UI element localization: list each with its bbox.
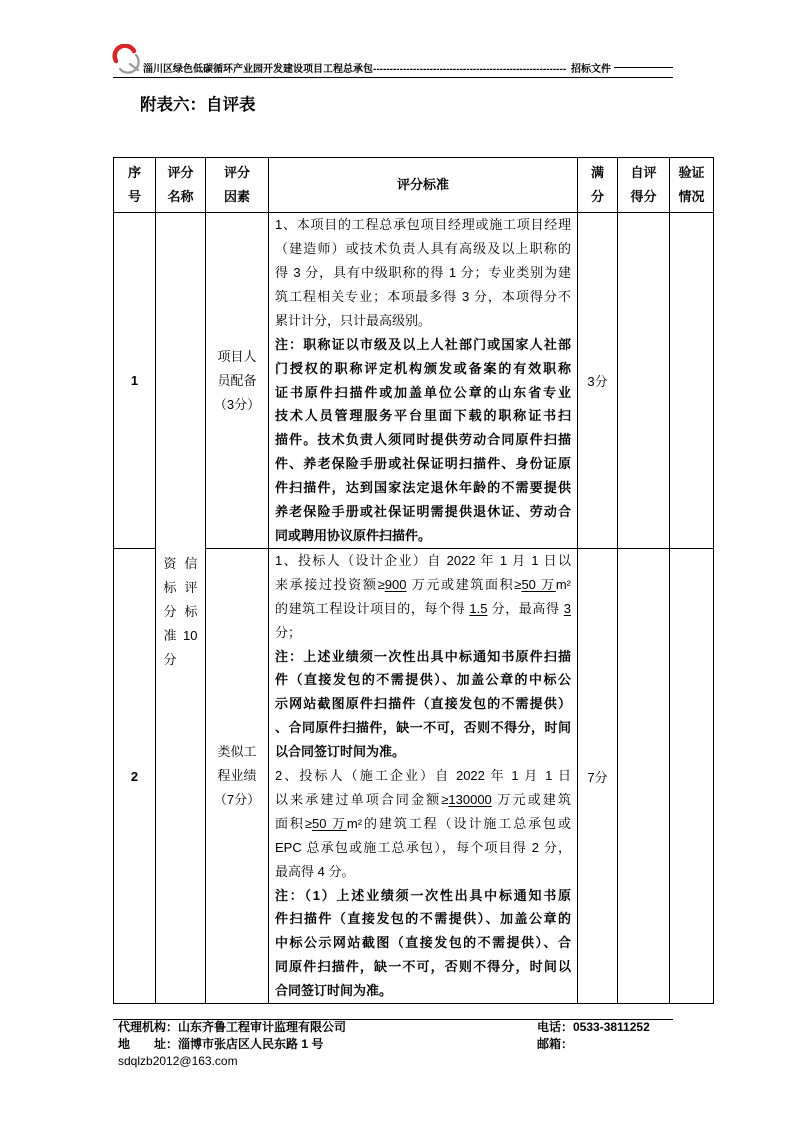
criteria-note-line: 证书原件扫描件或加盖单位公章的山东省专业 [275, 384, 571, 400]
category-name-line: 分标 [163, 604, 198, 619]
verification [670, 549, 714, 1004]
criteria-note-line: 件扫描件（直接发包的不需提供）、加盖公章的 [275, 911, 571, 927]
criteria-line [275, 788, 571, 812]
company-logo-icon [111, 44, 141, 74]
self-evaluation-table [113, 157, 714, 1004]
header-criteria: 评分标准 [269, 158, 578, 213]
criteria-line: （建造师）或技术负责人具有高级及以上职称的 [275, 241, 571, 257]
criteria-line: 得 3 分，具有中级职称的得 1 分；专业类别为建 [275, 265, 571, 281]
criteria-note-line: 示网站截图原件扫描件（直接发包的不需提供） [275, 696, 571, 712]
criteria-text: 的建筑工程设计项目的，每个得 [275, 600, 470, 616]
criteria-note-line: 同原件扫描件，缺一不可，否则不得分，时间以 [275, 959, 571, 975]
criteria-text: 分，最高得 [487, 600, 564, 616]
header-verification [670, 158, 714, 213]
underlined-value: 1.5 [469, 600, 488, 616]
underlined-value: 3 [563, 600, 571, 616]
running-header [143, 63, 611, 77]
table-row [114, 213, 714, 549]
criteria-text: 万元或建筑面积≥ [406, 576, 522, 592]
header-dash-leader: ---------------------------------------------------------- [373, 64, 567, 75]
criteria-note-line: 养老保险手册或社保证明需提供退休证、劳动合 [275, 503, 571, 519]
factor-line: （7分） [213, 792, 261, 807]
header-line: 满 [590, 165, 604, 180]
criteria-line: 1、本项目的工程总承包项目经理或施工项目经理 [275, 217, 571, 233]
category-name [164, 544, 198, 672]
header-no [114, 158, 156, 213]
criteria-note-line: 合同签订时间为准。 [275, 983, 393, 999]
category-name-line: 分 [163, 652, 177, 667]
scoring-factor [206, 549, 269, 1004]
self-score [618, 549, 670, 1004]
underlined-value: 50 万 [311, 815, 347, 831]
footer-address: 地 址：淄博市张店区人民东路 1 号 [118, 1037, 324, 1051]
criteria-note-line: 、合同原件扫描件，缺一不可，否则不得分，时间 [275, 720, 571, 736]
criteria-line: 1、投标人（设计企业）自 2022 年 1 月 1 日以 [275, 553, 571, 569]
criteria-text: m² [555, 576, 571, 592]
criteria-line [275, 573, 571, 597]
footer-email-label: 邮箱： [537, 1037, 574, 1051]
header-tail-rule [614, 67, 673, 68]
page-title: 附表六：自评表 [140, 96, 256, 114]
header-full-score [578, 158, 618, 213]
criteria-line [275, 812, 571, 836]
factor-line: 项目人 [217, 348, 257, 364]
factor-line: （3分） [213, 396, 261, 412]
header-self-score [618, 158, 670, 213]
header-line: 分 [590, 189, 604, 204]
criteria-line: 最高得 4 分。 [275, 863, 355, 879]
header-project-name: 淄川区绿色低碳循环产业园开发建设项目工程总承包 [143, 64, 373, 75]
criteria-note-line: 注：（1）上述业绩须一次性出具中标通知书原 [275, 887, 571, 903]
header-line: 评分 [223, 165, 250, 180]
criteria-text: 面积≥ [275, 815, 312, 831]
scoring-criteria [269, 549, 578, 1004]
header-line: 得分 [630, 189, 657, 204]
criteria-line: 累计计分，只计最高级别。 [275, 312, 432, 328]
criteria-text: 万元或建筑 [491, 791, 571, 807]
underlined-value: 900 [384, 576, 407, 592]
row-number: 2 [114, 549, 156, 1004]
header-line: 因素 [223, 189, 250, 204]
criteria-note-line: 件扫描件，达到国家法定退休年龄的不需要提供 [275, 480, 571, 496]
verification [670, 213, 714, 549]
factor-line: 类似工 [217, 744, 257, 759]
full-score: 3分 [578, 213, 618, 549]
criteria-note-line: 描件。技术负责人须同时提供劳动合同原件扫描 [275, 432, 571, 448]
category-name-cell [156, 213, 206, 1004]
header-doc-type: 招标文件 [571, 64, 611, 75]
header-name [156, 158, 206, 213]
category-name-line: 准10 [163, 628, 198, 643]
header-line: 情况 [678, 189, 705, 204]
header-factor [206, 158, 269, 213]
criteria-line: 分； [275, 624, 302, 640]
full-score: 7分 [578, 549, 618, 1004]
criteria-note-line: 注：上述业绩须一次性出具中标通知书原件扫描 [275, 648, 571, 664]
criteria-note-line: 件（直接发包的不需提供）、加盖公章的中标公 [275, 672, 571, 688]
criteria-note-line: 以合同签订时间为准。 [275, 744, 406, 760]
footer-phone: 电话：0533-3811252 [537, 1020, 650, 1034]
category-name-line: 标评 [163, 580, 198, 595]
factor-line: 程业绩 [217, 768, 257, 783]
criteria-note-line: 同或聘用协议原件扫描件。 [275, 527, 432, 543]
criteria-note-line: 件、养老保险手册或社保证明扫描件、身份证原 [275, 456, 571, 472]
factor-line: 员配备 [217, 372, 257, 388]
criteria-line: EPC 总承包或施工总承包），每个项目得 2 分， [275, 839, 571, 855]
header-line: 序 [127, 165, 141, 180]
criteria-line: 2、投标人（施工企业）自 2022 年 1 月 1 日 [275, 768, 571, 784]
header-line: 号 [127, 189, 141, 204]
criteria-line: 筑工程相关专业；本项最多得 3 分，本项得分不 [275, 288, 571, 304]
table-header-row [114, 158, 714, 213]
criteria-text: m²的建筑工程（设计施工总承包或 [346, 815, 571, 831]
criteria-note-line: 技术人员管理服务平台里面下载的职称证书扫 [275, 408, 571, 424]
scoring-factor [206, 213, 269, 549]
underlined-value: 50 万 [521, 576, 556, 592]
footer-email: sdqlzb2012@163.com [118, 1054, 238, 1068]
criteria-note-line: 门授权的职称评定机构颁发或备案的有效职称 [275, 360, 571, 376]
criteria-line [275, 597, 571, 621]
criteria-note-line: 中标公示网站截图（直接发包的不需提供）、合 [275, 935, 571, 951]
self-score [618, 213, 670, 549]
scoring-criteria [269, 213, 578, 549]
header-line: 自评 [630, 165, 657, 180]
underlined-value: 130000 [448, 791, 492, 807]
header-line: 验证 [678, 165, 705, 180]
header-rule [113, 77, 673, 78]
footer-agency: 代理机构：山东齐鲁工程审计监理有限公司 [118, 1020, 347, 1034]
criteria-note-line: 注：职称证以市级及以上人社部门或国家人社部 [275, 336, 571, 352]
criteria-text: 来承接过投资额≥ [275, 576, 385, 592]
category-name-line: 资信 [163, 556, 198, 571]
criteria-text: 以来承建过单项合同金额≥ [275, 791, 449, 807]
row-number: 1 [114, 213, 156, 549]
header-line: 评分 [167, 165, 194, 180]
header-line: 名称 [167, 189, 194, 204]
